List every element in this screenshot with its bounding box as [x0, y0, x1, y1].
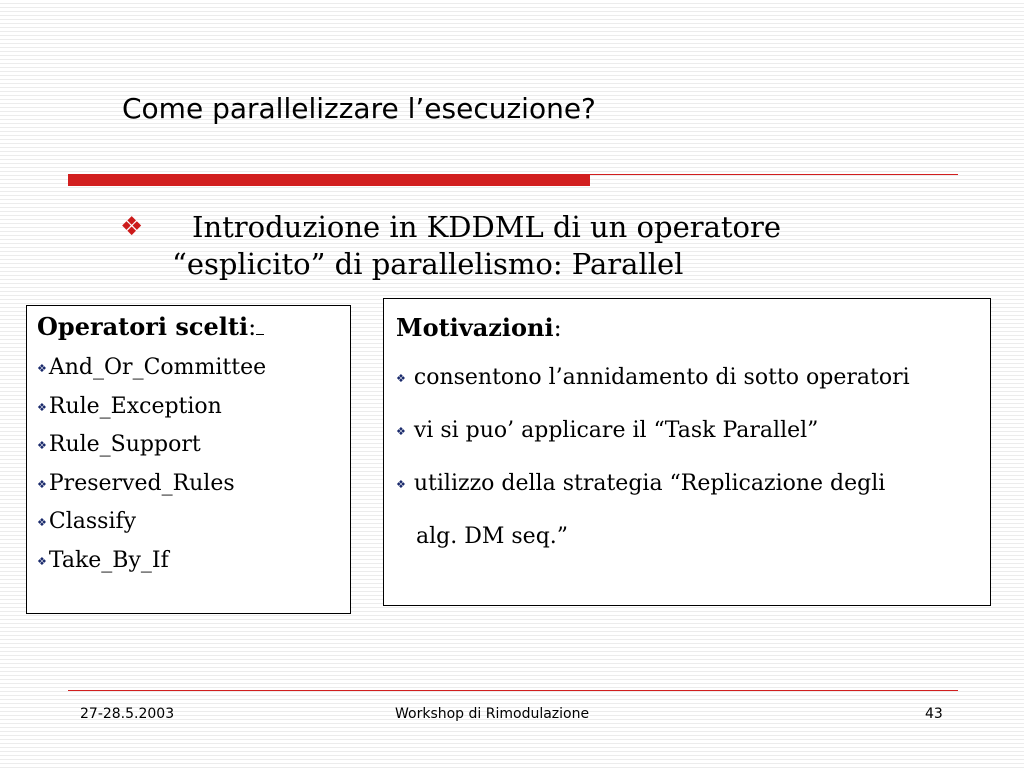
list-item — [37, 426, 350, 465]
diamond-bullet-icon: ❖ — [37, 477, 47, 491]
list-item — [37, 542, 350, 581]
operator-name: Rule_Support — [48, 432, 201, 457]
operators-heading-text: Operatori scelti — [37, 312, 249, 341]
title-accent-bar — [68, 174, 590, 186]
motivation-text: consentono l’annidamento di sotto operatori — [413, 365, 910, 390]
list-item — [37, 388, 350, 427]
motivations-heading — [396, 313, 990, 342]
main-bullet-text: Introduzione in KDDML di un operatore “esplicito” di parallelismo: Parallel — [172, 210, 782, 281]
operator-name: Preserved_Rules — [48, 470, 235, 496]
motivation-text: utilizzo della strategia “Replicazione degli — [413, 471, 886, 496]
operator-name: Classify — [48, 509, 137, 534]
heading-underline-mark — [256, 334, 264, 335]
list-item — [396, 458, 990, 511]
list-item — [37, 465, 350, 504]
footer-date: 27-28.5.2003 — [80, 706, 175, 722]
operator-name: Rule_Exception — [48, 393, 222, 419]
motivation-text: vi si puo’ applicare il “Task Parallel” — [413, 418, 819, 443]
motivations-box — [383, 298, 991, 606]
list-item — [37, 349, 350, 388]
diamond-bullet-icon: ❖ — [37, 400, 47, 414]
diamond-bullet-icon: ❖ — [396, 425, 406, 438]
operator-name: And_Or_Committee — [48, 355, 267, 380]
list-item — [396, 352, 990, 405]
footer-divider-line — [68, 690, 958, 691]
operators-heading — [37, 312, 350, 341]
diamond-bullet-icon: ❖ — [37, 439, 47, 452]
diamond-bullet-icon: ❖ — [37, 554, 47, 568]
operator-name: Take_By_If — [48, 547, 169, 573]
title-divider-line — [590, 174, 958, 175]
diamond-bullet-icon: ❖ — [396, 478, 406, 491]
list-item — [396, 405, 990, 458]
operators-heading-colon: : — [248, 313, 257, 341]
diamond-bullet-icon: ❖ — [37, 516, 47, 529]
motivations-heading-text: Motivazioni — [396, 313, 554, 342]
motivations-heading-colon: : — [553, 314, 562, 342]
diamond-bullet-icon: ❖ — [37, 362, 47, 375]
operators-list — [37, 349, 350, 580]
slide-number: 43 — [925, 706, 943, 722]
slide-title: Come parallelizzare l’esecuzione? — [122, 92, 596, 125]
motivations-list — [396, 352, 990, 563]
diamond-bullet-icon: ❖ — [120, 212, 144, 242]
diamond-bullet-icon: ❖ — [396, 372, 406, 385]
operators-box — [26, 305, 351, 614]
motivation-continuation: alg. DM seq.” — [416, 524, 569, 549]
list-item — [37, 503, 350, 542]
footer-title: Workshop di Rimodulazione — [395, 706, 590, 722]
